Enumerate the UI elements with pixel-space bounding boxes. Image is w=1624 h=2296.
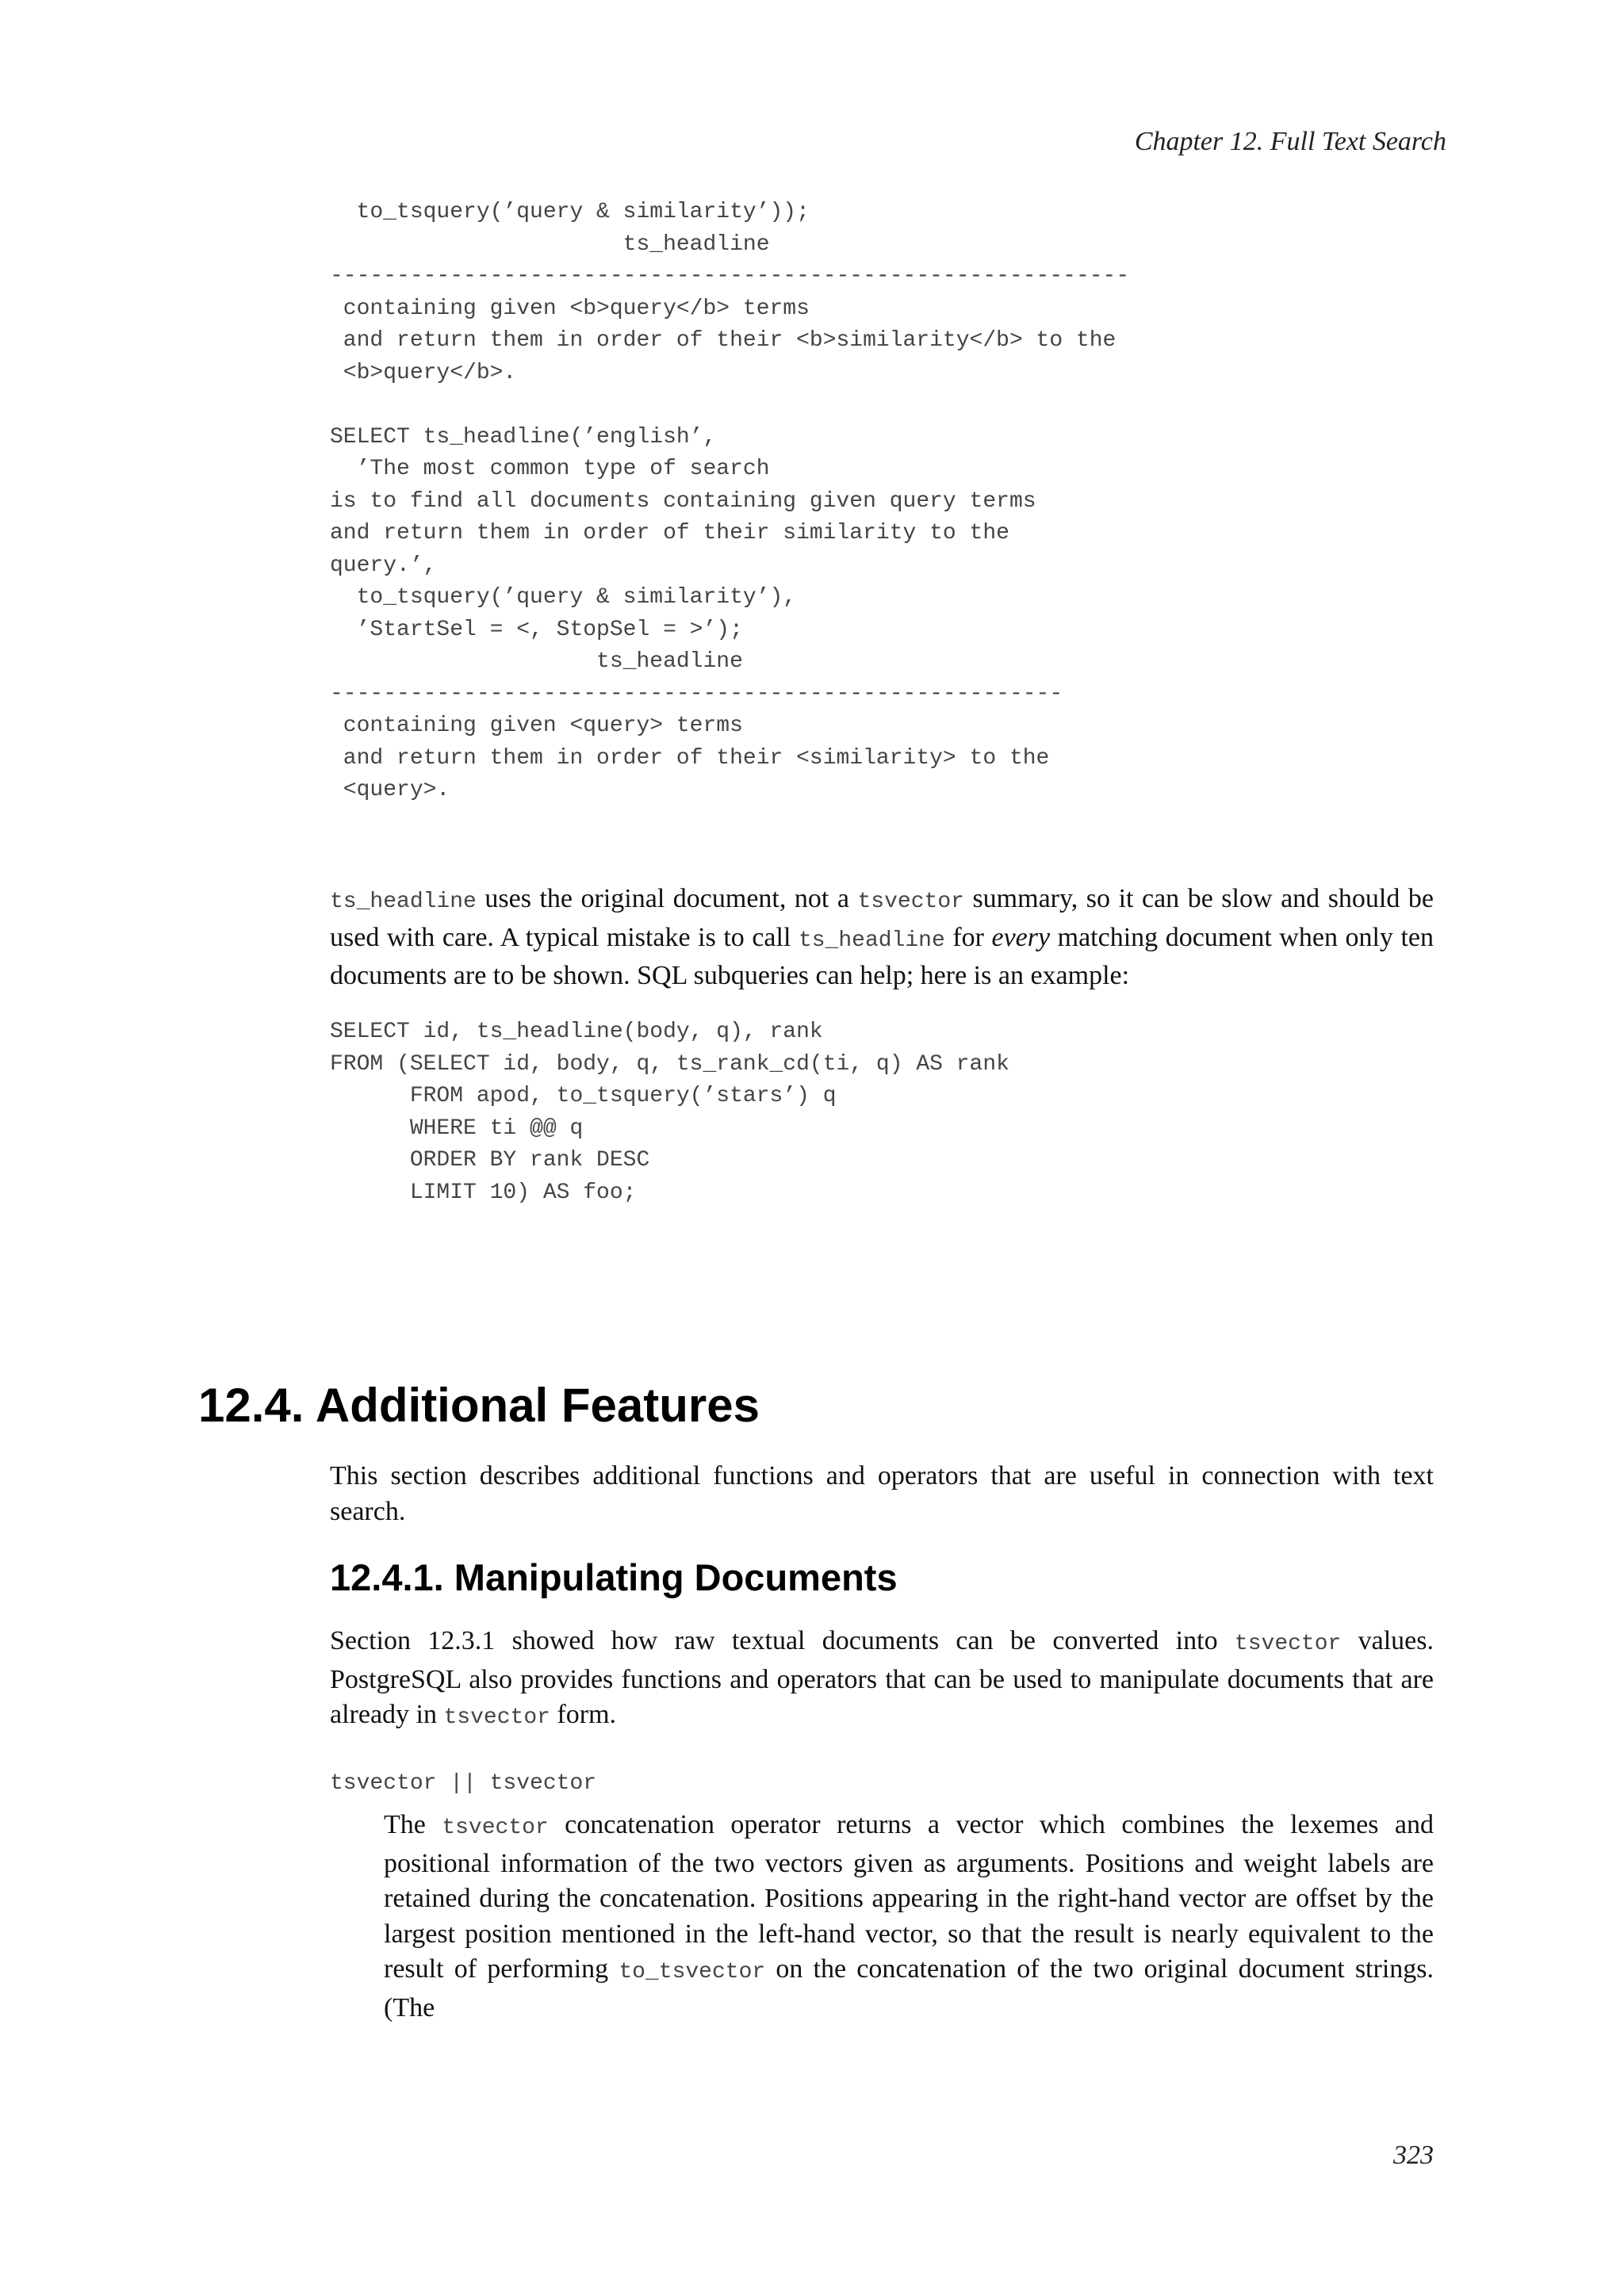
subsection-paragraph: Section 12.3.1 showed how raw textual documents can be converted into tsvector values. PostgreSQL also provides functions and operators that can be used to manipulate documents that are already in tsvector form. [330, 1626, 1434, 1730]
inline-code: tsvector [1234, 1632, 1342, 1656]
code-example-ts-headline: to_tsquery(’query & similarity’)); ts_headline ------------------------------------------------------------ containing given <b>query</b> terms and return them in order of their <b>similarity</b> to the <b>query</b>. SELECT ts_headline(’english’, ’The most common type of search is to find all documents containing given query terms and return them in order of their similarity to the query.’, to_tsquery(’query & similarity’), ’StartSel = <, StopSel = >’); ts_headline ------------------------------------------------------- containing given <query> terms and return them in order of their <similarity> to the <query>. [330, 200, 1130, 802]
emphasis: every [991, 922, 1051, 952]
inline-code: ts_headline [330, 890, 477, 914]
section-heading: 12.4. Additional Features [198, 1379, 760, 1432]
running-header: Chapter 12. Full Text Search [1134, 127, 1446, 156]
operator-term: tsvector || tsvector [330, 1771, 597, 1796]
inline-code: tsvector [442, 1816, 549, 1840]
paragraph-ts-headline-usage: ts_headline uses the original document, not a tsvector summary, so it can be slow and should be used with care. A typical mistake is to call ts_headline for every matching document when only ten documents are to be shown. SQL subqueries can help; here is an example: [330, 884, 1434, 990]
section-intro: This section describes additional functions and operators that are useful in connection with text search. [330, 1461, 1434, 1526]
inline-code: to_tsvector [619, 1960, 766, 1984]
code-example-subquery: SELECT id, ts_headline(body, q), rank FROM (SELECT id, body, q, ts_rank_cd(ti, q) AS rank FROM apod, to_tsquery(’stars’) q WHERE ti @@ q ORDER BY rank DESC LIMIT 10) AS foo; [330, 1020, 1009, 1205]
page-number: 323 [1393, 2141, 1434, 2170]
inline-code: ts_headline [798, 928, 945, 953]
inline-code: tsvector [857, 890, 964, 914]
inline-code: tsvector [443, 1705, 550, 1730]
operator-description: The tsvector concatenation operator returns a vector which combines the lexemes and positional information of the two vectors given as arguments. Positions and weight labels are retained during the concatenation. Positions appearing in the right-hand vector are offset by the largest position mentioned in the left-hand vector, so that the result is nearly equivalent to the result of performing to_tsvector on the concatenation of the two original document strings. (The [384, 1810, 1434, 2022]
subsection-heading: 12.4.1. Manipulating Documents [330, 1556, 898, 1598]
